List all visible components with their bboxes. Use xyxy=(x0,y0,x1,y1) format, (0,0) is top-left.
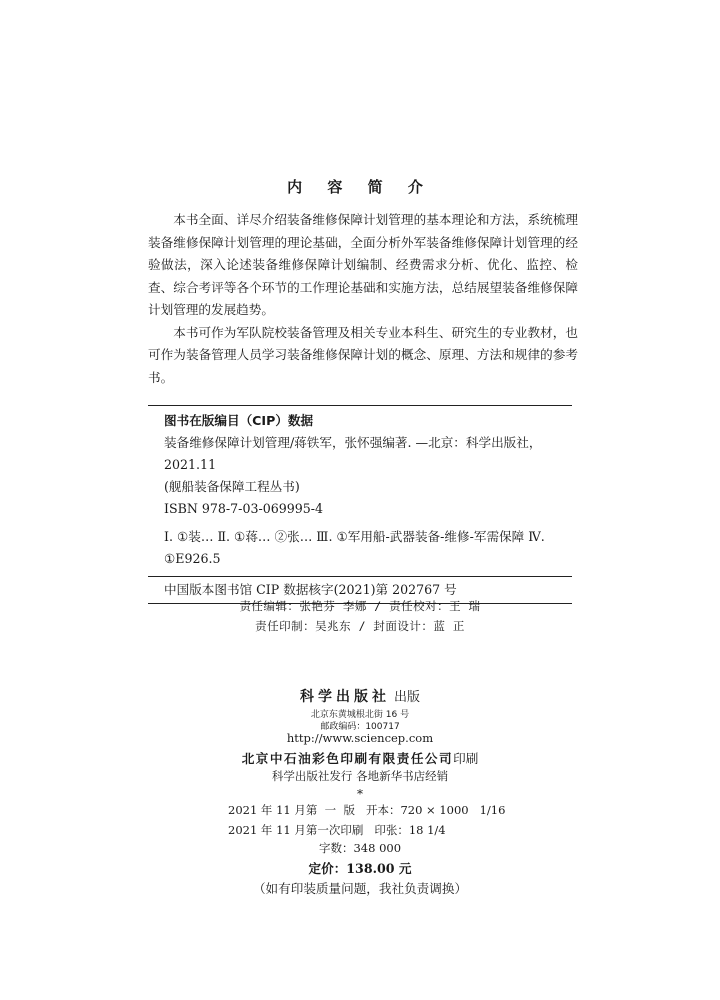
quality-note: （如有印装质量问题，我社负责调换） xyxy=(252,881,468,896)
publisher-address: 北京东黄城根北街 16 号 xyxy=(310,710,410,720)
publisher-postcode: 邮政编码：100717 xyxy=(320,722,400,732)
staff-line-2: 责任印制：吴兆东 / 封面设计：蓝 正 xyxy=(255,619,465,633)
printer-suffix: 印刷 xyxy=(453,751,479,766)
cip-series-line: (舰船装备保障工程丛书) xyxy=(164,479,300,494)
summary-title: 内 容 简 介 xyxy=(287,178,433,196)
price: 定价：138.00 元 xyxy=(308,861,412,876)
distribution-line: 科学出版社发行 各地新华书店经销 xyxy=(271,769,449,783)
publisher-name: 科学出版社 xyxy=(299,689,390,705)
cip-classification: Ⅰ. ①装… Ⅱ. ①蒋… ②张… Ⅲ. ①军用船-武器装备-维修-军需保障 Ⅳ. ①E926.5 xyxy=(164,529,545,566)
summary-paragraph-2: 本书可作为军队院校装备管理及相关专业本科生、研究生的专业教材，也可作为装备管理人员学习装备维修保障计划的概念、原理、方法和规律的参考书。 xyxy=(148,324,578,385)
summary-paragraph-1: 本书全面、详尽介绍装备维修保障计划管理的基本理论和方法，系统梳理装备维修保障计划管理的理论基础，全面分析外军装备维修保障计划管理的经验做法，深入论述装备维修保障计划编制、经费需求分析、优化、监控、检查、综合考评等各个环节的工作理论基础和实施方法，总结展望装备维修保障计划管理的发展趋势。 xyxy=(148,212,578,317)
cip-isbn: ISBN 978-7-03-069995-4 xyxy=(164,501,324,516)
printing-line: 2021 年 11 月第一次印刷 印张：18 1/4 xyxy=(228,823,446,837)
separator-star: * xyxy=(357,787,363,801)
cip-date-line: 2021.11 xyxy=(164,457,217,472)
cip-title-line: 装备维修保障计划管理/蒋铁军，张怀强编著. —北京：科学出版社， xyxy=(164,435,542,450)
edition-line: 2021 年 11 月第 一 版 开本：720 × 1000 1/16 xyxy=(228,803,506,817)
cip-heading: 图书在版编目（CIP）数据 xyxy=(164,413,314,428)
publisher-suffix: 出版 xyxy=(393,690,420,705)
publisher-url: http://www.sciencep.com xyxy=(286,731,434,745)
summary-text xyxy=(148,209,578,389)
printer-line xyxy=(0,748,720,767)
cip-number: 中国版本图书馆 CIP 数据核字(2021)第 202767 号 xyxy=(164,582,457,597)
publisher-line xyxy=(0,686,720,706)
staff-line-1: 责任编辑：张艳芬 李娜 / 责任校对：王 瑞 xyxy=(239,599,481,613)
printer-name: 北京中石油彩色印刷有限责任公司 xyxy=(241,751,454,766)
word-count: 字数：348 000 xyxy=(318,841,402,855)
cip-block xyxy=(148,405,572,604)
